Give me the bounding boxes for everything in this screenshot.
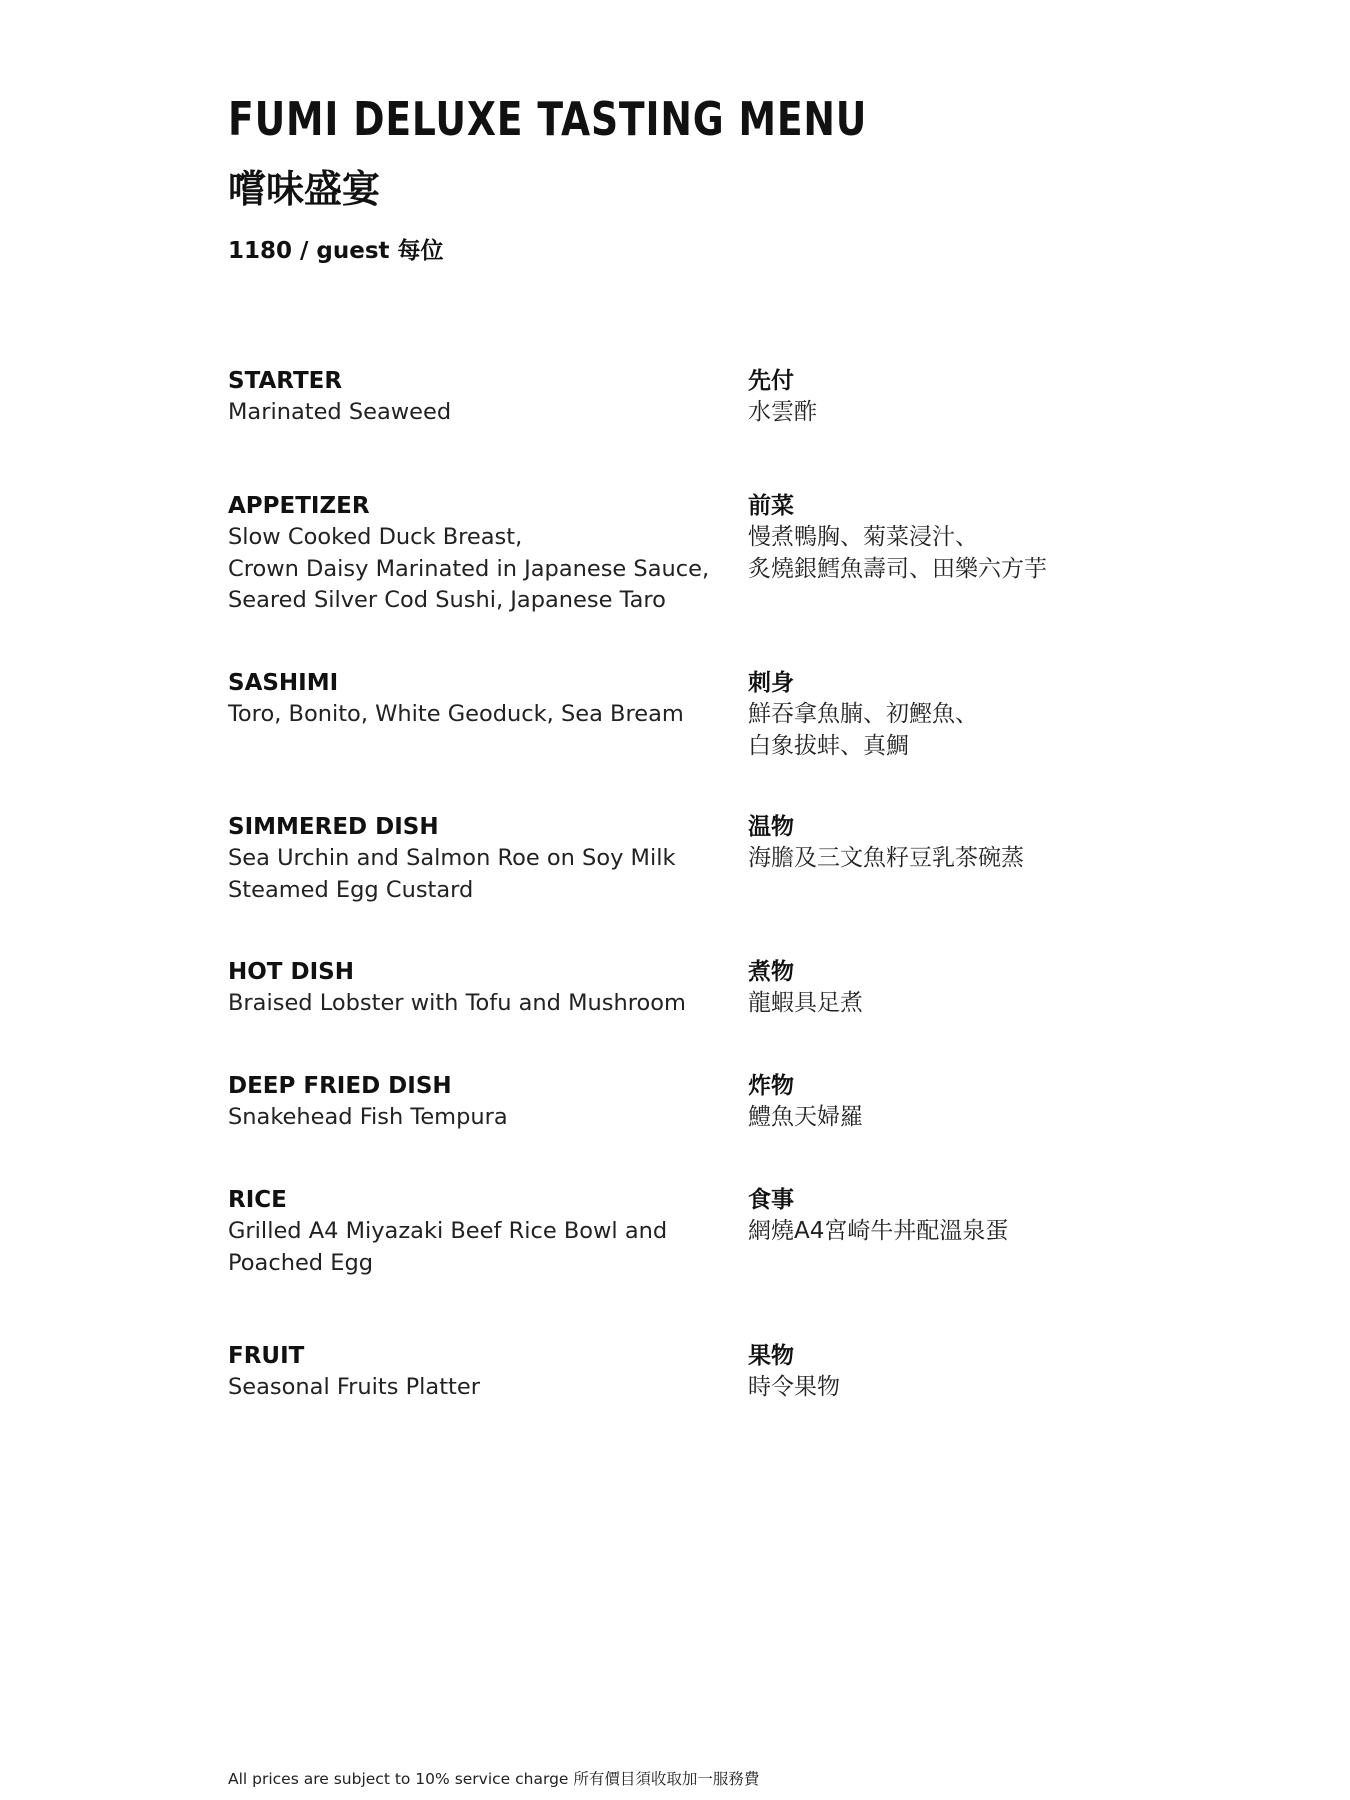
course-description: Toro, Bonito, White Geoduck, Sea Bream [228, 701, 684, 727]
course-description: Snakehead Fish Tempura [228, 1104, 508, 1130]
course-description-chinese: 水雲酢 [748, 399, 817, 425]
course-description-chinese: 鮮吞拿魚腩、初鰹魚、 白象拔蚌、真鯛 [748, 701, 978, 759]
menu-title: FUMI DELUXE TASTING MENU [228, 92, 868, 146]
course-english [228, 1341, 738, 1404]
course-name: HOT DISH [228, 959, 354, 985]
course-name-chinese: 前菜 [748, 493, 794, 519]
course-description: Grilled A4 Miyazaki Beef Rice Bowl and Poached Egg [228, 1218, 668, 1276]
course-description-chinese: 時令果物 [748, 1374, 840, 1400]
menu-title-chinese: 嚐味盛宴 [228, 167, 381, 211]
course-chinese [748, 812, 1268, 875]
course-chinese [748, 491, 1268, 585]
course-name: SIMMERED DISH [228, 814, 439, 840]
course-chinese [748, 1071, 1268, 1134]
course-description: Seasonal Fruits Platter [228, 1374, 480, 1400]
course-name-chinese: 果物 [748, 1343, 794, 1369]
course-description-chinese: 海膽及三文魚籽豆乳茶碗蒸 [748, 845, 1024, 871]
course-name-chinese: 食事 [748, 1187, 794, 1213]
course-description-chinese: 鱧魚天婦羅 [748, 1104, 863, 1130]
course-description: Braised Lobster with Tofu and Mushroom [228, 990, 686, 1016]
course-chinese [748, 957, 1268, 1020]
course-english [228, 491, 738, 617]
course-name: APPETIZER [228, 493, 370, 519]
course-description: Sea Urchin and Salmon Roe on Soy Milk Steamed Egg Custard [228, 845, 676, 903]
course-english [228, 957, 738, 1020]
course-name-chinese: 温物 [748, 814, 794, 840]
course-name-chinese: 炸物 [748, 1073, 794, 1099]
course-description-chinese: 龍蝦具足煮 [748, 990, 863, 1016]
course-name: SASHIMI [228, 670, 339, 696]
course-name-chinese: 先付 [748, 368, 794, 394]
course-chinese [748, 668, 1268, 762]
course-description-chinese: 慢煮鴨胸、菊菜浸汁、 炙燒銀鱈魚壽司、田樂六方芋 [748, 524, 1047, 582]
course-chinese [748, 1341, 1268, 1404]
course-name: FRUIT [228, 1343, 305, 1369]
service-charge-note: All prices are subject to 10% service charge 所有價目須收取加一服務費 [228, 1770, 760, 1788]
course-description-chinese: 網燒A4宮崎牛丼配溫泉蛋 [748, 1218, 1009, 1244]
course-english [228, 1185, 738, 1279]
course-english [228, 812, 738, 906]
course-name: DEEP FRIED DISH [228, 1073, 452, 1099]
course-chinese [748, 1185, 1268, 1248]
course-english [228, 668, 738, 731]
course-name: STARTER [228, 368, 343, 394]
course-description: Marinated Seaweed [228, 399, 452, 425]
menu-price: 1180 / guest 每位 [228, 238, 444, 264]
course-description: Slow Cooked Duck Breast, Crown Daisy Marinated in Japanese Sauce, Seared Silver Cod Sushi, Japanese Taro [228, 524, 710, 613]
course-english [228, 366, 738, 429]
course-name-chinese: 煮物 [748, 959, 794, 985]
course-english [228, 1071, 738, 1134]
course-name: RICE [228, 1187, 287, 1213]
course-chinese [748, 366, 1268, 429]
course-name-chinese: 刺身 [748, 670, 794, 696]
